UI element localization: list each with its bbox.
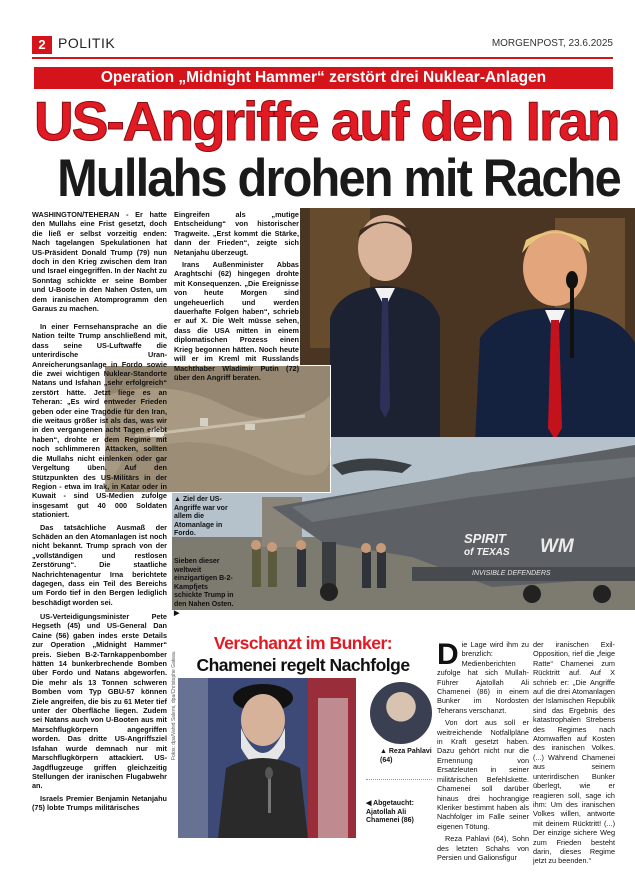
paper-date: MORGENPOST, 23.6.2025 — [491, 38, 613, 49]
bunker-headline-1: Verschanzt im Bunker: — [213, 633, 393, 653]
bunker-paragraph-2: Von dort aus soll er weitreichende Notfallpläne in Kraft gesetzt haben. Dazu gehört nicht nur die Ernennung von Ersatzleuten in seiner militärischen Befehlskette. Chamenei soll darüber hinaus drei hochrangige Kleriker bestimmt haben als Nachfolger im Falle seiner eigenen Tötung. — [437, 718, 529, 831]
b2-spirit-text: SPIRIT — [464, 531, 506, 546]
headline-line1: US-Angriffe auf den Iran — [34, 90, 619, 152]
b2-caption: Sieben dieser weltweit einzigartigen B-2-Kampfjets schickte Trump in den Nahen Osten. ▶ — [174, 558, 234, 617]
header-rule — [32, 57, 613, 59]
bunker-col-b — [533, 640, 615, 866]
kicker-banner: Operation „Midnight Hammer“ zerstört drei Nuklear-Anlagen — [34, 67, 613, 89]
article-col2-paragraph-2: Irans Außenminister Abbas Araghtschi (62) hingegen drohte mit Konsequenzen. „Die Ereignisse von heute Morgen sind ungeheuerlich und werden dauerhafte Folgen haben“, schrieb er auf X. Die Welt müsse sehen, dass die USA mitten in einem diplomatischen Prozess einen Krieg begonnen hätten. Noch heute will er im Kreml mit Russlands Machthaber Wladimir Putin (72) über den Angriff beraten. — [174, 260, 299, 382]
article-col1-top — [32, 210, 167, 316]
section-title: POLITIK — [58, 35, 116, 51]
photo-credit: Fotos: dpa/Vahid Salemi, dpa/Christophe Gateau — [171, 651, 177, 760]
pahlavi-portrait — [368, 680, 434, 746]
satellite-caption: ▲ Ziel der US-Angriffe war vor allem die Atomanlage in Fordo. — [174, 496, 228, 538]
politicians-photo-art — [300, 208, 635, 443]
page-number: 2 — [32, 36, 52, 54]
bunker-col-a — [437, 638, 529, 862]
khamenei-caption: ◀ Abgetaucht: Ajatollah Ali Chamenei (86) — [366, 800, 414, 825]
article-col2-paragraph-1: Eingreifen als „mutige Entscheidung“ von historischer Tragweite. „Erst kommt die Stärke, dann der Frieden“, zeigte sich Netanjahu überzeugt. — [174, 210, 299, 257]
khamenei-photo-art — [178, 678, 356, 838]
bunker-paragraph-4: der iranischen Exil-Opposition, rief die „feige Ratte“ Chamenei zum Rücktritt auf. Auf X schrieb er: „Die Angriffe auf die drei Atomanlagen der Islamischen Republik sind das Ergebnis des katastrophalen Strebens des Regimes nach Atomwaffen auf Kosten des iranischen Volkes. (...) Während Chamenei aus seinem unterirdischen Bunker überlegt, wie er reagieren soll, sage ich ihm: Um des iranischen Volkes willen, antworte mit deinem Rücktritt! (...) Der einzige sichere Weg zum Frieden besteht darin, dieses Regime jetzt zu beenden.“ — [533, 640, 615, 866]
bunker-paragraph-1: ie Lage wird ihm zu brenzlich: Medienberichten zufolge hat sich Mullah-Führer Ajatollah Ali Chamenei (86) in einem Bunker im Nordosten Teherans verschanzt. — [437, 640, 529, 715]
bunker-dropcap: D — [437, 638, 459, 671]
article-col1-mid — [32, 322, 167, 612]
pahlavi-caption: ▲ Reza Pahlavi (64) — [380, 748, 432, 764]
article-paragraph-5: Israels Premier Benjamin Netanjahu (75) lobte Trumps militärisches — [32, 793, 167, 813]
caption-divider — [366, 779, 432, 780]
bunker-headline-2: Chamenei regelt Nachfolge — [196, 655, 410, 675]
khamenei-photo — [178, 678, 356, 838]
b2-defenders-text: INVISIBLE DEFENDERS — [472, 570, 551, 577]
article-paragraph-4: US-Verteidigungsminister Pete Hegseth (45) und US-General Dan Caine (56) gaben indes erste Details zur Operation „Midnight Hammer“ preis. Sieben B-2-Tarnkappenbomber hätten 14 bunkerbrechende Bomben über Fordo und Natans abgeworfen. Die mehr als 13 Tonnen schweren Bomben vom Typ GBU-57 können Ziele angreifen, die bis zu 61 Meter tief unter der Oberfläche liegen. Zudem sei Natans auch von U-Booten aus mit Marschflugkörpern angegriffen worden. Das dritte US-Angriffsziel Isfahan wurde demnach nur mit Marschflugkörpern attackiert. US-Jagdflugzeuge griffen gleichzeitig Stellungen der iranischen Flugabwehr an. — [32, 612, 167, 791]
headline-line2: Mullahs drohen mit Rache — [57, 149, 620, 208]
bunker-paragraph-3: Reza Pahlavi (64), Sohn des letzten Schahs von Persien und Galionsfigur — [437, 834, 529, 862]
b2-wm-text: WM — [540, 536, 574, 557]
article-lead: WASHINGTON/TEHERAN - Er hatte den Mullahs eine Frist gesetzt, doch die ließ er selbst vorzeitig enden: Nach tagelangen Spekulationen hat US-Präsident Donald Trump (79) nun doch in den Krieg zwischen dem Iran und Israel eingegriffen. In der Nacht zu Sonntag schickte er seine Bomber und U-Boote in den Nahen Osten, um dem iranischen Atomprogramm den Garaus zu machen. — [32, 210, 167, 314]
b2-oftexas-text: of TEXAS — [464, 547, 510, 558]
article-paragraph-3: Das tatsächliche Ausmaß der Schäden an den Atomanlagen ist noch nicht bekannt. Trump sprach von der „vollständigen und restlosen Zerstörung“. Die staatliche Nachrichtenagentur Irna berichtete dagegen, dass ein Teil des Bereichs um Fordo tief in den Bergen lediglich beschädigt worden sei. — [32, 522, 167, 607]
article-col1-bottom — [32, 612, 167, 840]
article-col2 — [174, 210, 299, 382]
article-paragraph-2: In einer Fernsehansprache an die Nation teilte Trump anschließend mit, dass seine US-Luftwaffe die unterirdische Uran-Anreicherungsanlage in Fordo sowie die zwei wichtigen Nuklear-Standorte Natans und Isfahan „sehr erfolgreich“ zerstört hätte. Jetzt liege es an Teheran: „Es wird entweder Frieden geben oder eine Tragödie für den Iran, die weitaus größer ist als das, was wir in den vergangenen acht Tagen erlebt haben“, drohte er dem Regime mit noch schlimmeren Attacken, sollten die Mullahs nicht einlenken oder gar Vergeltung üben. Auf den Stützpunkten des US-Militärs in der Region - etwa im Irak, in Katar oder in Kuwait - sind US-Medien zufolge insgesamt gut 40 000 Soldaten stationiert. — [32, 322, 167, 520]
politicians-photo — [300, 208, 635, 443]
